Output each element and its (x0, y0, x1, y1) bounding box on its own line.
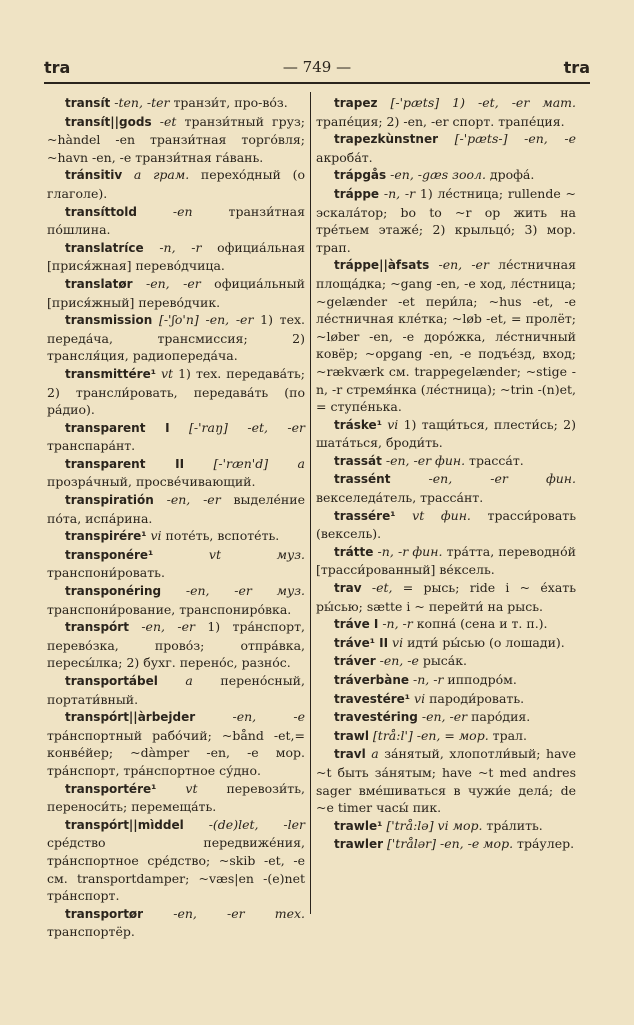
dictionary-entry (47, 203, 305, 239)
definition: официа́льный [прися́жный] перево́дчик. (47, 275, 305, 310)
definition: транзи́т, про-во́з. (169, 95, 288, 110)
definition: трал. (488, 727, 527, 743)
definition: транспортёр. (47, 924, 135, 940)
grammar-info: [-'ræn'd] a (184, 455, 305, 471)
headword: transmission (65, 313, 153, 328)
dictionary-entry (47, 546, 305, 582)
definition: ле́стничная площа́дка; ~gang -en, -e ход, ле́стница; ~gelænder -et пери́ла; ~hus -et, -e ле́стничная кле́тка; ~løb -et, = пролёт; ~løber -en, -e доро́жка, ле́стничный ковёр; ~opgang -en, -e подъе́зд, вход; ~rækværk см. trappegelænder; ~stige -n, -r стремя́нка (ле́стница); ~trin -(n)et, = ступе́нька. (316, 257, 576, 415)
dictionary-entry (316, 615, 576, 634)
definition: пароди́ровать. (425, 690, 525, 706)
definition: перено́сный, портати́вный. (47, 673, 305, 707)
definition: транзи́тный груз; ~hàndel -en транзи́тная торго́вля; ~havn -en, -e транзи́тная га́вань. (47, 113, 305, 165)
dictionary-entry (316, 185, 576, 256)
grammar-info: [-'pæts] 1) -et, -er мат. (377, 95, 576, 110)
definition: тра́нспортный рабо́чий; ~bånd -et,= конве́йер; ~dàmper -en, -e мор. тра́нспорт, тра́нспортное су́дно. (47, 727, 305, 778)
dictionary-entry (316, 579, 576, 615)
definition: ипподро́м. (443, 672, 517, 687)
grammar-info: ['trålər] -en, -e мор. (383, 836, 514, 852)
definition: за́нятый, хлопотли́вый; have ~t быть за́нятым; have ~t med andres sager вме́шиваться в чужи́е дела́; de ~e timer часы́ пик. (316, 746, 576, 816)
dictionary-entry (47, 780, 305, 816)
headword: transponére¹ (65, 547, 154, 562)
headword: transportør (65, 906, 144, 921)
dictionary-entry (316, 817, 576, 836)
header-right-word: tra (563, 58, 590, 77)
dictionary-entry (316, 507, 576, 543)
dictionary-entry (316, 470, 576, 506)
definition: акроба́т. (316, 149, 373, 165)
dictionary-entry (316, 452, 576, 471)
grammar-info: -en, -er (153, 492, 221, 508)
dictionary-entry (47, 455, 305, 491)
headword: tráve¹ II (334, 635, 389, 650)
grammar-info: -en, -e (375, 653, 419, 669)
grammar-info: -n, -r (143, 239, 202, 255)
dictionary-entry (47, 419, 305, 455)
dictionary-entry (316, 634, 576, 653)
grammar-info: -en, -er (132, 275, 201, 291)
grammar-info: [-'pæts-] -en, -e (438, 131, 576, 147)
definition: дрофа́. (485, 167, 535, 183)
headword: trápgås (334, 168, 387, 183)
headword: trav (334, 581, 362, 596)
headword: tráske¹ (334, 417, 382, 432)
headword: transpirére¹ (65, 529, 147, 544)
definition: трасси́ровать (вексель). (316, 507, 577, 542)
headword: tráppe (334, 186, 380, 201)
definition: векселеда́тель, трасса́нт. (316, 490, 484, 506)
grammar-info: a грам. (122, 167, 190, 183)
headword: trapez (334, 96, 378, 110)
definition: паро́дия. (467, 709, 531, 725)
headword: transpórt||mìddel (65, 817, 184, 832)
dictionary-entry (47, 491, 305, 527)
headword: transportére¹ (65, 781, 157, 796)
dictionary-entry (316, 835, 576, 854)
headword: transpórt (65, 620, 129, 635)
headword: tránsitiv (65, 168, 123, 183)
headword: transít||gods (65, 114, 152, 129)
definition: тра́тта, переводно́й [трасси́рованный] ве́ксель. (316, 543, 576, 578)
grammar-info: vi (388, 634, 404, 650)
grammar-info: -n, -r (378, 616, 413, 632)
headword: tráverbàne (334, 673, 409, 687)
definition: 1) тащи́ться, плести́сь; 2) шата́ться, броди́ть. (316, 416, 576, 451)
column-divider (310, 92, 311, 914)
definition: 1) ле́стница; rullende ~ эскала́тор; bo to ~r op жить на тре́тьем этаже́; 2) крыльцо́; 3) мор. трап. (316, 185, 576, 255)
dictionary-entry (316, 94, 576, 130)
grammar-info: -en, -er (429, 257, 489, 273)
grammar-info: -en, -gæs зоол. (386, 167, 486, 183)
dictionary-entry (47, 94, 305, 113)
dictionary-entry (47, 816, 305, 905)
dictionary-entry (316, 130, 576, 166)
grammar-info: -en, -er муз. (161, 583, 305, 599)
headword: transpiratión (65, 493, 154, 508)
definition: прозра́чный, просве́чивающий. (47, 474, 256, 490)
grammar-info: a (157, 673, 193, 688)
dictionary-entry (47, 113, 305, 167)
definition: перевози́ть, переноси́ть; перемеща́ть. (47, 780, 305, 815)
headword: tráver (334, 654, 376, 669)
dictionary-entry (316, 166, 576, 185)
grammar-info: vt фин. (395, 507, 471, 523)
headword: transparent II (65, 456, 185, 471)
dictionary-entry (47, 527, 305, 546)
definition: = рысь; ride i ~ е́хать ры́сью; sætte i ~ перейти́ на рысь. (316, 580, 576, 614)
definition: тра́улер. (513, 836, 575, 852)
dictionary-entry (47, 311, 305, 365)
dictionary-entry (316, 671, 576, 690)
definition: транзи́тная по́шлина. (47, 203, 305, 238)
headword: travl (334, 747, 366, 762)
headword: trassére¹ (334, 508, 396, 523)
grammar-info: -ten, -ter (110, 95, 170, 110)
headword: trawler (334, 837, 384, 852)
grammar-info: vi (381, 416, 399, 432)
dictionary-entry (47, 582, 305, 618)
definition: трапе́ция; 2) -en, -er спорт. трапе́ция. (316, 113, 565, 129)
page-number: — 749 — (282, 58, 352, 76)
grammar-info: [-'ʃo'n] -en, -er (152, 312, 254, 328)
dictionary-entry (316, 690, 576, 709)
definition: трасса́т. (465, 452, 524, 468)
definition: выделе́ние по́та, испа́рина. (47, 492, 305, 526)
dictionary-entry (316, 416, 576, 452)
headword: translatríce (65, 240, 144, 255)
page-header (44, 58, 590, 82)
headword: trapezkùnstner (334, 132, 439, 147)
definition: транспони́рование, транспониро́вка. (47, 601, 292, 617)
grammar-info: a (365, 746, 379, 762)
grammar-info: -en, -er тех. (143, 905, 305, 921)
dictionary-entry (316, 727, 576, 746)
headword: transmittére¹ (65, 366, 156, 381)
headword: transponéring (65, 584, 162, 599)
grammar-info: -en, -er фин. (390, 471, 576, 487)
grammar-info: -n, -r (379, 185, 416, 201)
grammar-info: [trå:l'] -en, = мор. (368, 727, 489, 743)
definition: поте́ть, вспоте́ть. (161, 528, 280, 544)
dictionary-entry (47, 239, 305, 275)
headword: transparent I (65, 420, 170, 435)
grammar-info: -en, -er фин. (381, 452, 466, 468)
definition: перехо́дный (о глаголе). (47, 167, 305, 201)
header-left-word: tra (44, 58, 71, 77)
definition: транспони́ровать. (47, 565, 165, 581)
dictionary-entry (47, 708, 305, 779)
headword: tráve I (334, 617, 379, 632)
definition: транспара́нт. (47, 438, 136, 454)
headword: trawle¹ (334, 818, 383, 833)
definition: 1) тра́нспорт, перево́зка, прово́з; отпра́вка, пересы́лка; 2) бухг. перено́с, разно́с. (47, 619, 305, 671)
definition: рыса́к. (418, 653, 468, 669)
definition: копна́ (сена и т. п.). (412, 616, 548, 632)
grammar-info: vt (156, 780, 198, 796)
grammar-info: -et, (361, 580, 393, 596)
header-rule (44, 82, 590, 84)
dictionary-entry (47, 672, 305, 708)
grammar-info: -et (151, 113, 177, 129)
grammar-info: -n, -r фин. (373, 543, 443, 559)
definition: 1) тех. передава́ть; 2) трансли́ровать, передава́ть (по ра́дио). (47, 365, 305, 418)
headword: transportábel (65, 674, 158, 688)
headword: travestéring (334, 710, 418, 725)
headword: travestére¹ (334, 691, 411, 706)
right-column (316, 94, 576, 854)
grammar-info: vi (146, 528, 162, 544)
dictionary-entry (316, 708, 576, 727)
dictionary-entry (47, 618, 305, 672)
definition: идти́ ры́сью (о лошади). (403, 634, 565, 650)
grammar-info: vt муз. (153, 546, 305, 562)
headword: trassát (334, 453, 382, 468)
grammar-info: -en, -er (417, 709, 468, 725)
headword: trátte (334, 544, 374, 559)
headword: transpórt||àrbejder (65, 710, 196, 725)
grammar-info: -en, -er (128, 619, 195, 635)
grammar-info: -en (136, 203, 193, 219)
definition: 1) тех. переда́ча, трансмиссия; 2) трансля́ция, радиопереда́ча. (47, 312, 305, 364)
grammar-info: -n, -r (409, 672, 444, 687)
dictionary-entry (47, 166, 305, 202)
dictionary-entry (316, 256, 576, 415)
headword: translatør (65, 276, 133, 291)
headword: trawl (334, 728, 369, 743)
definition: тра́лить. (482, 817, 543, 833)
dictionary-entry (47, 275, 305, 311)
dictionary-entry (47, 365, 305, 419)
definition: сре́дство передвиже́ния, тра́нспортное сре́дство; ~skib -et, -e см. transportdamper; ~væs|en -(e)net тра́нспорт. (47, 835, 305, 904)
grammar-info: vi (410, 690, 426, 706)
headword: trassént (334, 472, 391, 487)
dictionary-entry (47, 905, 305, 941)
grammar-info: -(de)let, -ler (183, 816, 305, 832)
grammar-info: vt (155, 365, 174, 381)
headword: transíttold (65, 204, 137, 219)
grammar-info: -en, -e (195, 709, 305, 725)
left-column (47, 94, 305, 941)
definition: официа́льная [прися́жная] перево́дчица. (47, 239, 305, 274)
dictionary-entry (316, 745, 576, 816)
headword: tráppe||àfsats (334, 258, 430, 273)
grammar-info: [-'raŋ] -et, -er (169, 419, 305, 435)
headword: transít (65, 96, 111, 110)
dictionary-entry (316, 543, 576, 579)
grammar-info: ['trå:lə] vi мор. (382, 817, 483, 833)
dictionary-entry (316, 652, 576, 671)
